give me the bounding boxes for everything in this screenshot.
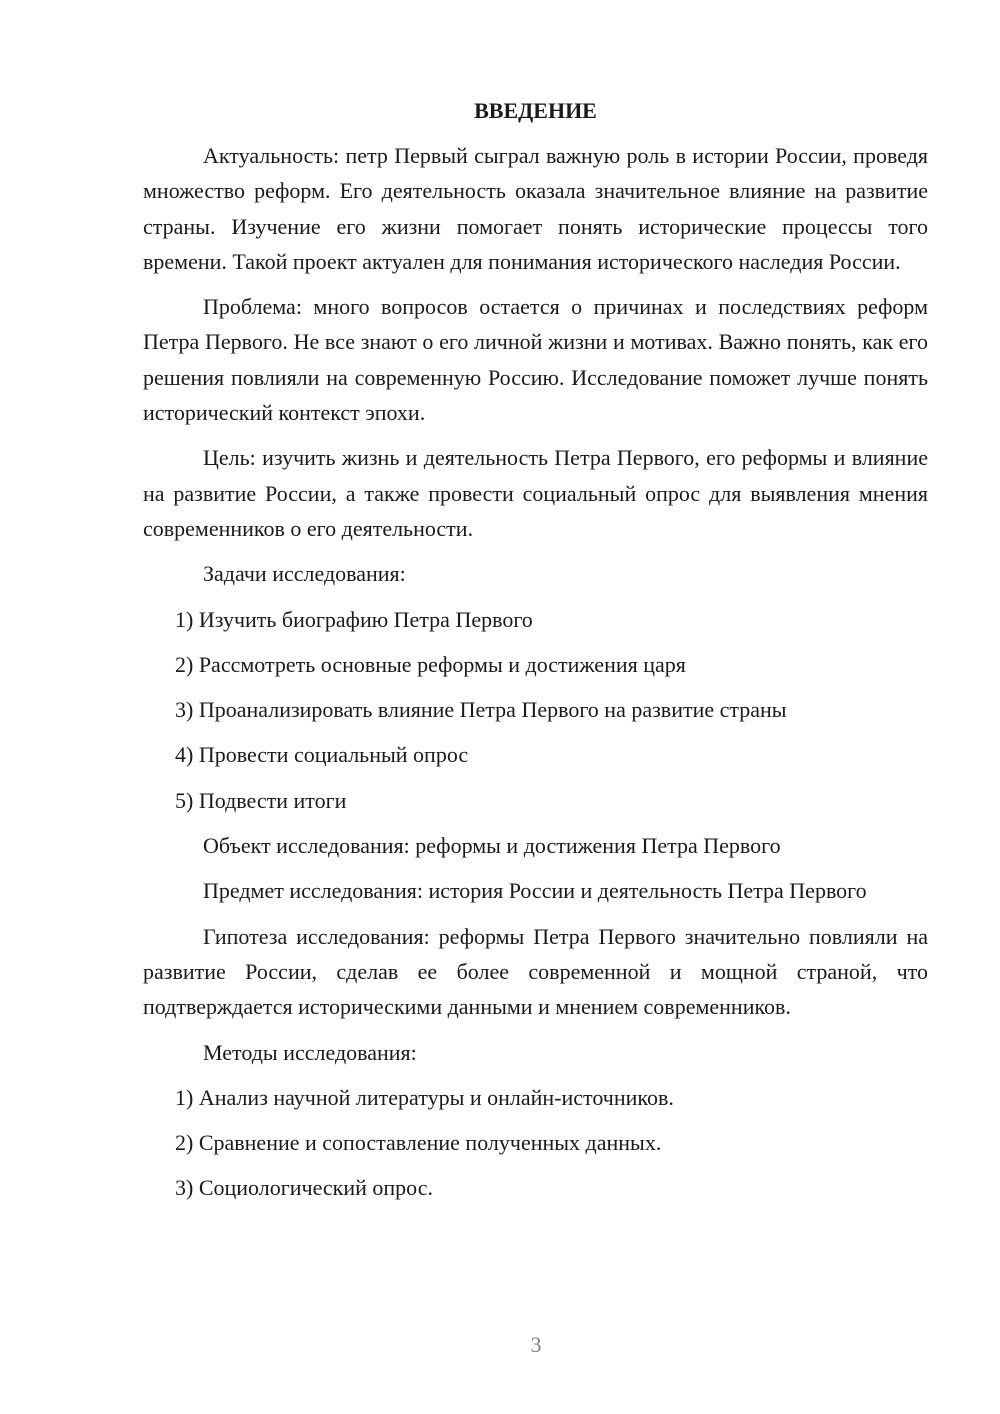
task-item: 2) Рассмотреть основные реформы и достижения царя [175,651,686,677]
object-paragraph: Объект исследования: реформы и достижения Петра Первого [203,833,781,859]
method-item: 2) Сравнение и сопоставление полученных данных. [175,1130,662,1156]
task-item: 3) Проанализировать влияние Петра Первого на развитие страны [175,697,787,723]
method-item: 1) Анализ научной литературы и онлайн-источников. [175,1084,674,1110]
problem-paragraph: Проблема: много вопросов остается о причинах и последствиях реформ Петра Первого. Не все знают о его личной жизни и мотивах. Важно понять, как его решения повлияли на современную Россию. Исследование поможет лучше понять исторический контекст эпохи. [143,294,928,426]
tasks-list [143,602,928,818]
goal-paragraph: Цель: изучить жизнь и деятельность Петра Первого, его реформы и влияние на развитие России, а также провести социальный опрос для выявления мнения современников о его деятельности. [143,445,928,541]
task-item: 1) Изучить биографию Петра Первого [175,606,533,632]
methods-title: Методы исследования: [203,1039,417,1065]
hypothesis-paragraph: Гипотеза исследования: реформы Петра Первого значительно повлияли на развитие России, сделав ее более современной и мощной страной, что подтверждается историческими данными и мнением современников. [143,923,928,1020]
method-item: 3) Социологический опрос. [175,1175,433,1201]
subject-paragraph: Предмет исследования: история России и деятельность Петра Первого [203,878,867,904]
task-item: 4) Провести социальный опрос [175,742,469,768]
relevance-paragraph: Актуальность: петр Первый сыграл важную роль в истории России, проведя множество реформ. Его деятельность оказала значительное влияние на развитие страны. Изучение его жизни помогает понять исторические процессы того времени. Такой проект актуален для понимания исторического наследия России. [143,143,928,274]
page-content [143,93,928,1216]
section-heading: ВВЕДЕНИЕ [474,98,597,123]
tasks-title: Задачи исследования: [203,561,406,587]
page-number: 3 [530,1332,542,1357]
methods-list [143,1080,928,1206]
task-item: 5) Подвести итоги [175,787,347,813]
